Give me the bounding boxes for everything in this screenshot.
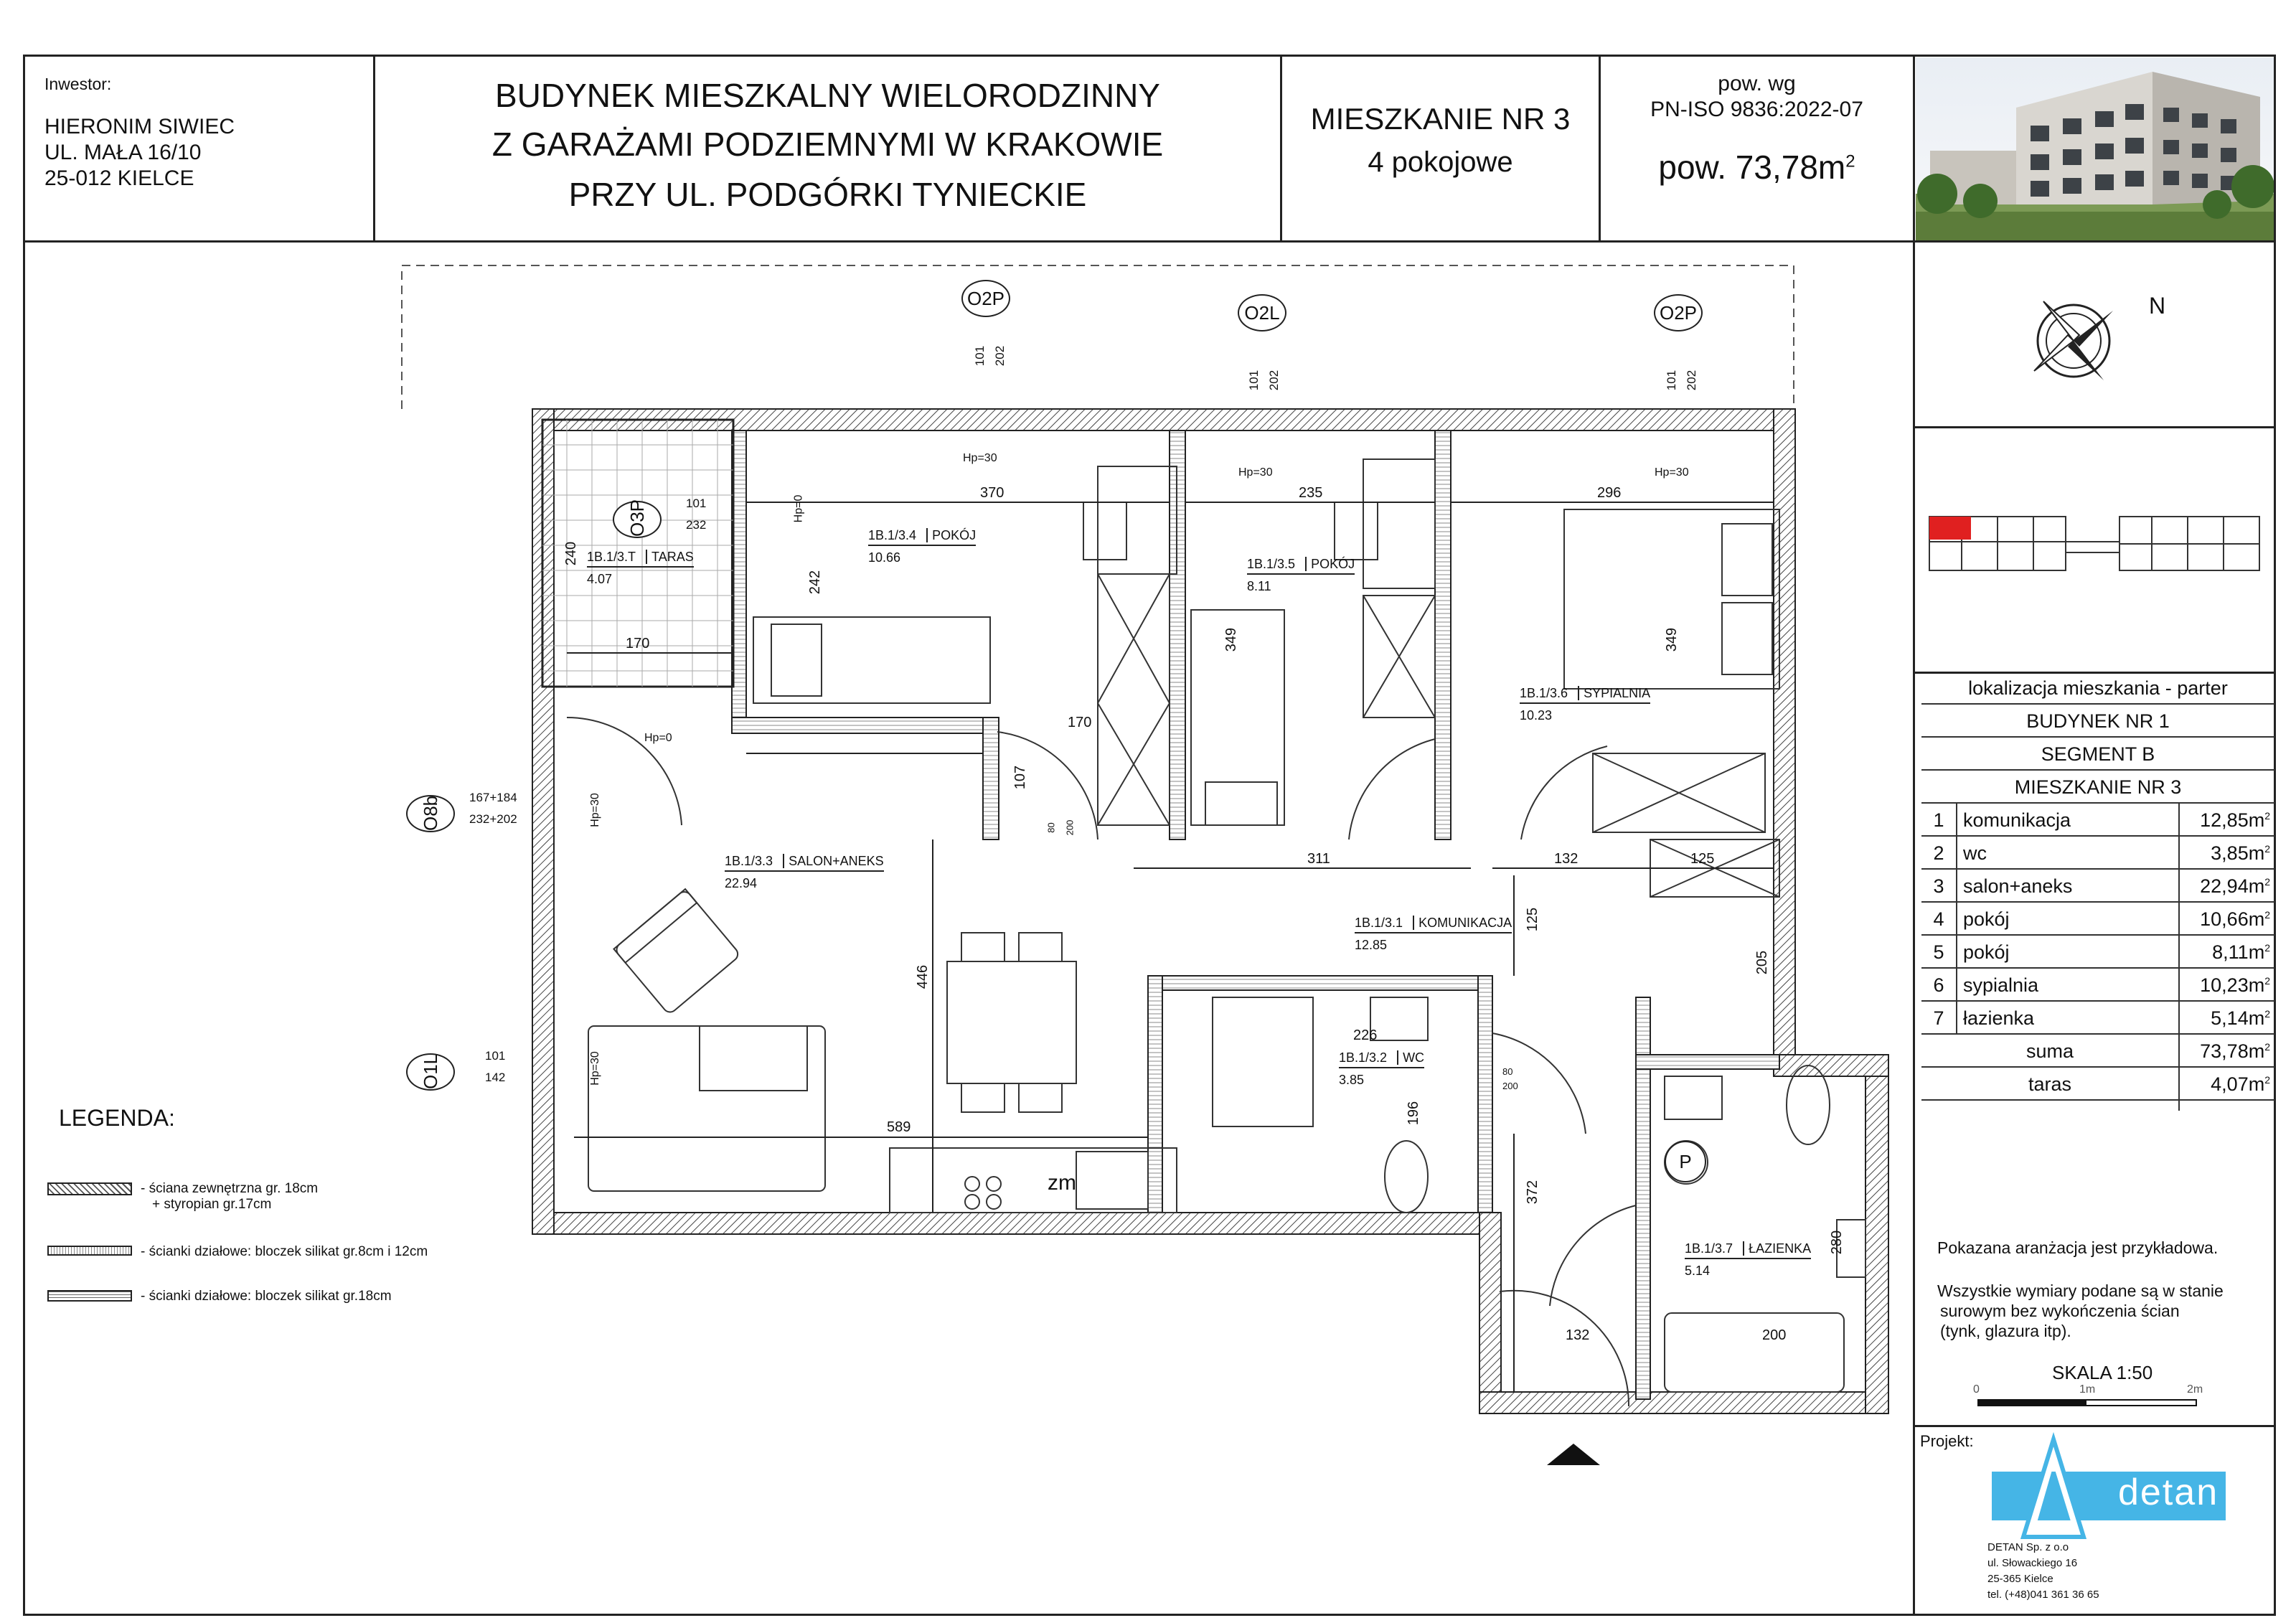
window-size-o8b-h: 232+202 — [469, 812, 517, 826]
window-size-o3p-w: 101 — [686, 497, 707, 510]
project-label: Projekt: — [1920, 1432, 1974, 1450]
rooms-table-col2 — [2178, 804, 2180, 1111]
window-size-o2l-w: 101 — [1247, 370, 1261, 391]
room-number: 6 — [1933, 974, 1944, 996]
window-size-o2p-right-h: 202 — [1685, 370, 1699, 391]
room-label-name: ŁAZIENKA — [1743, 1241, 1811, 1256]
dim-bedroom-width: 296 — [1597, 485, 1622, 501]
scale-tick-1m: 1m — [2079, 1383, 2096, 1396]
room-area — [2181, 1007, 2270, 1030]
dim-living-width: 589 — [887, 1119, 911, 1135]
room-name: łazienka — [1963, 1007, 2035, 1029]
room-label-header — [1355, 916, 1512, 933]
legend-title: LEGENDA: — [59, 1105, 175, 1131]
window-tag-o2p-right: O2P — [1654, 294, 1703, 331]
project-box — [1915, 1425, 2274, 1427]
room-area-value: 3,85m — [2211, 842, 2265, 864]
room-area-value: 22,94m — [2200, 875, 2265, 897]
rooms-table-row — [1921, 969, 2274, 1002]
dim-hall-width: 311 — [1307, 851, 1330, 867]
room-label-name: SYPIALNIA — [1578, 686, 1650, 700]
site-boundary — [402, 265, 1794, 409]
room-label — [1685, 1241, 1811, 1279]
scale-tick-0: 0 — [1973, 1383, 1980, 1396]
room-area-sup: 2 — [2264, 975, 2270, 987]
room-name: pokój — [1963, 941, 2010, 963]
room-name: pokój — [1963, 908, 2010, 930]
total-area-value: 4,07m — [2211, 1073, 2265, 1095]
dim-living-height: 446 — [915, 964, 931, 989]
company-city: 25-365 Kielce — [1987, 1573, 2053, 1585]
entrance-arrow-icon — [1547, 1444, 1600, 1465]
hp-label-6: Hp=30 — [588, 793, 601, 827]
hp-label-1: Hp=30 — [963, 452, 997, 464]
room-area — [2181, 908, 2270, 931]
window-size-o1l-h: 142 — [485, 1071, 506, 1084]
dim-wc-height: 196 — [1406, 1101, 1422, 1126]
apartment-row — [1921, 771, 2274, 804]
room-label-header — [868, 528, 976, 546]
total-area-value: 73,78m — [2200, 1040, 2265, 1062]
room-label-area: 10.23 — [1520, 708, 1553, 723]
room-label — [1247, 557, 1355, 594]
rooms-count: 4 pokojowe — [1368, 146, 1513, 178]
scale-label: SKALA 1:50 — [2052, 1362, 2153, 1383]
room-label-name: TARAS — [646, 550, 694, 564]
rooms-table-row — [1921, 936, 2274, 969]
window-size-o2p-left-h: 202 — [993, 345, 1007, 367]
compass-north-label: N — [2149, 293, 2166, 319]
room-area-sup: 2 — [2264, 810, 2270, 822]
dim-room5-width: 235 — [1299, 485, 1323, 501]
room-label-header — [1685, 1241, 1811, 1259]
room-name: komunikacja — [1963, 809, 2071, 831]
project-title-1: BUDYNEK MIESZKALNY WIELORODZINNY — [495, 77, 1160, 114]
legend-item-exterior: - ściana zewnętrzna gr. 18cm — [141, 1181, 319, 1196]
totals-row — [1921, 1035, 2274, 1068]
scale-tick-2m: 2m — [2187, 1383, 2203, 1396]
window-size-o3p-h: 232 — [686, 518, 707, 532]
hp-label-5: Hp=0 — [644, 732, 672, 744]
room-label-name: POKÓJ — [1305, 557, 1355, 571]
room-name: wc — [1963, 842, 1987, 864]
location-building: BUDYNEK NR 1 — [2026, 710, 2170, 732]
note-dimensions-3: (tynk, glazura itp). — [1940, 1322, 2071, 1340]
room-area — [2181, 941, 2270, 964]
room-number: 5 — [1933, 941, 1944, 963]
project-title-3: PRZY UL. PODGÓRKI TYNIECKIE — [568, 176, 1087, 213]
furniture — [588, 459, 1866, 1392]
room-label-area: 3.85 — [1339, 1073, 1365, 1087]
legend-item-partition-thin: - ścianki działowe: bloczek silikat gr.8cm i 12cm — [141, 1244, 428, 1259]
location-apartment: MIESZKANIE NR 3 — [2014, 776, 2182, 798]
room-area-value: 12,85m — [2200, 809, 2265, 831]
room-area-value: 5,14m — [2211, 1007, 2265, 1029]
room-area — [2181, 875, 2270, 898]
room-number: 4 — [1933, 908, 1944, 930]
pantry-label: P — [1679, 1151, 1692, 1172]
header-divider-4 — [1913, 55, 1915, 243]
legend-item-partition-thick: - ścianki działowe: bloczek silikat gr.18cm — [141, 1289, 392, 1304]
note-dimensions-1: Wszystkie wymiary podane są w stanie — [1937, 1281, 2224, 1300]
window-size-o8b-w: 167+184 — [469, 791, 517, 804]
dim-entry-height: 372 — [1525, 1180, 1541, 1205]
room-number: 7 — [1933, 1007, 1944, 1029]
room-area-value: 8,11m — [2212, 941, 2265, 963]
room-id: 1B.1/3.7 — [1685, 1241, 1733, 1256]
dim-room5-height: 349 — [1223, 627, 1240, 652]
room-number: 1 — [1933, 809, 1944, 831]
dim-terrace-height: 240 — [563, 541, 580, 566]
window-size-o1l-w: 101 — [485, 1049, 506, 1063]
room-label-area: 4.07 — [587, 572, 613, 586]
room-label-name: KOMUNIKACJA — [1413, 916, 1512, 930]
hp-label-3: Hp=30 — [1655, 466, 1689, 479]
door-dim-4: 200 — [1502, 1081, 1518, 1091]
location-caption-row — [1921, 672, 2274, 705]
room-area — [2181, 809, 2270, 832]
window-tag-o1l: O1L — [406, 1053, 455, 1091]
dim-entry-width: 132 — [1566, 1327, 1590, 1343]
room-label — [1520, 686, 1650, 723]
company-street: ul. Słowackiego 16 — [1987, 1557, 2078, 1569]
company-name: DETAN Sp. z o.o — [1987, 1541, 2069, 1553]
investor-name: HIERONIM SIWIEC — [44, 115, 235, 138]
dim-bath-width: 200 — [1762, 1327, 1787, 1343]
room-label-area: 5.14 — [1685, 1264, 1711, 1278]
room-name: sypialnia — [1963, 974, 2039, 996]
rooms-table-row — [1921, 1002, 2274, 1035]
door-dim-2: 200 — [1064, 819, 1076, 836]
area-standard-label-1: pow. wg — [1718, 72, 1796, 95]
company-phone: tel. (+48)041 361 36 65 — [1987, 1589, 2099, 1601]
room-area — [2181, 842, 2270, 865]
room-id: 1B.1/3.T — [587, 550, 636, 564]
apartment-number: MIESZKANIE NR 3 — [1310, 102, 1571, 136]
keyplan-image — [1926, 502, 2263, 588]
scale-bar — [1977, 1399, 2197, 1406]
room-area-sup: 2 — [2264, 942, 2270, 954]
room-area-value: 10,66m — [2200, 908, 2265, 930]
building-rendering — [1916, 57, 2274, 240]
investor-street: UL. MAŁA 16/10 — [44, 141, 202, 164]
pantry-circle — [1665, 1141, 1706, 1182]
room-label — [1339, 1050, 1424, 1088]
scale-bar-fill — [1979, 1401, 2086, 1405]
room-area — [2181, 974, 2270, 997]
note-dimensions-2: surowym bez wykończenia ścian — [1940, 1302, 2180, 1320]
room-area-sup: 2 — [2264, 876, 2270, 888]
dim-bath-height: 280 — [1829, 1230, 1845, 1255]
room-name: salon+aneks — [1963, 875, 2073, 897]
room-id: 1B.1/3.6 — [1520, 686, 1568, 700]
total-area — [2181, 1073, 2270, 1096]
compass-icon — [2023, 291, 2124, 391]
window-tag-o8b: O8b — [406, 795, 455, 832]
room-label-header — [587, 550, 694, 568]
room-label — [587, 550, 694, 587]
room-label-name: WC — [1397, 1050, 1424, 1065]
room-label-area: 8.11 — [1247, 579, 1271, 593]
segment-row — [1921, 738, 2274, 771]
note-arrangement: Pokazana aranżacja jest przykładowa. — [1937, 1238, 2219, 1257]
room-number: 2 — [1933, 842, 1944, 864]
rooms-table-row — [1921, 870, 2274, 903]
company-logo-text: detan — [2118, 1472, 2219, 1513]
rooms-table-row — [1921, 804, 2274, 837]
window-size-o2p-right-w: 101 — [1665, 370, 1679, 391]
dim-closet-height: 205 — [1754, 950, 1771, 975]
room-id: 1B.1/3.3 — [725, 854, 773, 868]
dim-bedroom-height: 349 — [1664, 627, 1680, 652]
location-segment: SEGMENT B — [2041, 743, 2155, 765]
total-name: suma — [2026, 1040, 2074, 1062]
area-standard-label-2: PN-ISO 9836:2022-07 — [1650, 98, 1863, 121]
building-rendering-svg — [1916, 57, 2274, 240]
window-tag-o3p: O3P — [613, 501, 662, 538]
dim-room4-height: 242 — [807, 570, 824, 595]
investor-city: 25-012 KIELCE — [44, 166, 194, 190]
room-label — [1355, 916, 1512, 953]
dim-corridor-width: 170 — [1068, 715, 1092, 730]
room-area-value: 10,23m — [2200, 974, 2265, 996]
dim-hall-segment: 132 — [1554, 851, 1578, 867]
window-tag-o2p-left: O2P — [961, 280, 1010, 317]
room-label-header — [1520, 686, 1650, 704]
door-dim-3: 80 — [1502, 1066, 1513, 1077]
rooms-table-row — [1921, 903, 2274, 936]
room-label-name: POKÓJ — [926, 528, 976, 542]
window-size-o2p-left-w: 101 — [973, 345, 987, 367]
total-area-sup: 2 — [2264, 1041, 2270, 1053]
room-id: 1B.1/3.1 — [1355, 916, 1403, 930]
room-number: 3 — [1933, 875, 1944, 897]
room-area-sup: 2 — [2264, 909, 2270, 921]
location-caption: lokalizacja mieszkania - parter — [1968, 677, 2228, 699]
hp-label-4: Hp=0 — [792, 494, 805, 523]
building-row — [1921, 705, 2274, 738]
room-id: 1B.1/3.4 — [868, 528, 917, 542]
dim-room4-width: 370 — [980, 485, 1004, 501]
project-title-2: Z GARAŻAMI PODZIEMNYMI W KRAKOWIE — [491, 126, 1164, 163]
total-area — [2181, 1040, 2270, 1063]
window-size-o2l-h: 202 — [1267, 370, 1281, 391]
room-area-sup: 2 — [2264, 843, 2270, 855]
room-area-sup: 2 — [2264, 1008, 2270, 1020]
room-label-area: 10.66 — [868, 550, 901, 565]
area-total-sup: 2 — [1845, 151, 1855, 171]
room-label-name: SALON+ANEKS — [783, 854, 884, 868]
investor-label: Inwestor: — [44, 75, 112, 93]
area-total-value: pow. 73,78m — [1658, 149, 1846, 186]
dim-wc-width: 226 — [1353, 1027, 1378, 1043]
door-dim-1: 80 — [1045, 822, 1057, 833]
hp-label-7: Hp=30 — [588, 1051, 601, 1086]
rooms-table-col1 — [1956, 804, 1957, 1035]
room-label-header — [1339, 1050, 1424, 1068]
legend-item-insulation: + styropian gr.17cm — [152, 1197, 272, 1212]
room-id: 1B.1/3.5 — [1247, 557, 1296, 571]
room-label-header — [725, 854, 884, 872]
room-label — [725, 854, 884, 891]
total-name: taras — [2028, 1073, 2072, 1095]
dim-terrace-width: 170 — [626, 636, 650, 651]
dim-closet-width: 125 — [1690, 851, 1715, 867]
room-id: 1B.1/3.2 — [1339, 1050, 1388, 1065]
dim-hall-depth: 125 — [1525, 907, 1541, 932]
kitchen-zm-label: zm — [1048, 1171, 1076, 1195]
doors — [567, 718, 1636, 1406]
totals-row — [1921, 1068, 2274, 1101]
room-label-area: 22.94 — [725, 876, 758, 890]
room-label-header — [1247, 557, 1355, 575]
room-label — [868, 528, 976, 565]
total-area-sup: 2 — [2264, 1074, 2270, 1086]
dim-niche-height: 107 — [1012, 765, 1029, 790]
rooms-table-row — [1921, 837, 2274, 870]
window-tag-o2l: O2L — [1238, 294, 1286, 331]
hp-label-2: Hp=30 — [1238, 466, 1273, 479]
room-label-area: 12.85 — [1355, 938, 1388, 952]
